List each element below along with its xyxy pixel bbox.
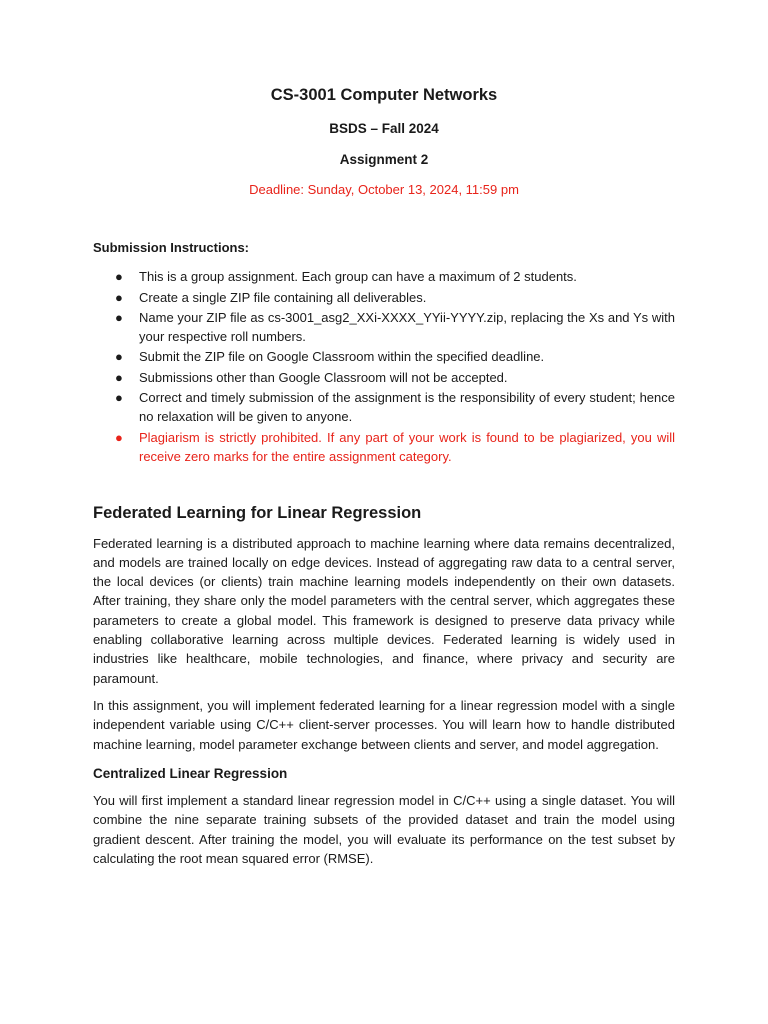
- list-item: ● Submissions other than Google Classroom will not be accepted.: [139, 368, 675, 387]
- subsection-heading-centralized: Centralized Linear Regression: [93, 765, 288, 781]
- bullet-icon: ●: [115, 269, 123, 285]
- deadline-text: Deadline: Sunday, October 13, 2024, 11:59 pm: [249, 182, 519, 197]
- bullet-icon: ●: [115, 429, 123, 445]
- list-item: ● Name your ZIP file as cs-3001_asg2_XXi-XXXX_YYii-YYYY.zip, replacing the Xs and Ys with your respective roll numbers.: [115, 309, 675, 345]
- bullet-icon: ●: [115, 349, 123, 365]
- paragraph: Federated learning is a distributed approach to machine learning where data remains decentralized, and models are trained locally on edge devices. Instead of aggregating raw data to a central server, the local devices (or clients) train machine learning models independently on their own datasets. After training, they share only the model parameters with the central server, which aggregates these parameters to create a global model. This framework is designed to preserve data privacy while enabling collaborative learning across multiple devices. Federated learning is widely used in industries like healthcare, mobile technologies, and finance, where privacy and security are paramount.: [93, 535, 675, 686]
- document-body: [93, 238, 675, 876]
- bullet-icon: ●: [115, 369, 123, 385]
- list-item: ● Create a single ZIP file containing all deliverables.: [139, 288, 675, 307]
- bullet-icon: ●: [115, 309, 123, 325]
- assignment-label: Assignment 2: [339, 152, 429, 167]
- submission-instructions-list: [93, 267, 675, 466]
- bullet-icon: ●: [115, 289, 123, 305]
- bullet-icon: ●: [115, 390, 123, 406]
- submission-instructions-label: Submission Instructions:: [93, 240, 250, 255]
- list-item: ● This is a group assignment. Each group can have a maximum of 2 students.: [139, 267, 675, 286]
- list-item: ● Correct and timely submission of the assignment is the responsibility of every student; hence no relaxation will be given to anyone.: [115, 390, 675, 425]
- course-title: CS-3001 Computer Networks: [270, 86, 498, 104]
- list-item: ● Submit the ZIP file on Google Classroom within the specified deadline.: [139, 347, 675, 366]
- plagiarism-warning: ● Plagiarism is strictly prohibited. If any part of your work is found to be plagiarized, you will receive zero marks for the entire assignment category.: [115, 429, 675, 464]
- term-label: BSDS – Fall 2024: [329, 121, 439, 136]
- paragraph: You will first implement a standard linear regression model in C/C++ using a single dataset. You will combine the nine separate training subsets of the provided dataset and train the model using gradient descent. After training the model, you will evaluate its performance on the test subset by calculating the root mean squared error (RMSE).: [93, 793, 675, 867]
- paragraph: In this assignment, you will implement federated learning for a linear regression model with a single independent variable using C/C++ client-server processes. You will learn how to handle distributed machine learning, model parameter exchange between clients and server, and model aggregation.: [93, 697, 675, 752]
- section-heading-federated-learning: Federated Learning for Linear Regression: [93, 504, 422, 523]
